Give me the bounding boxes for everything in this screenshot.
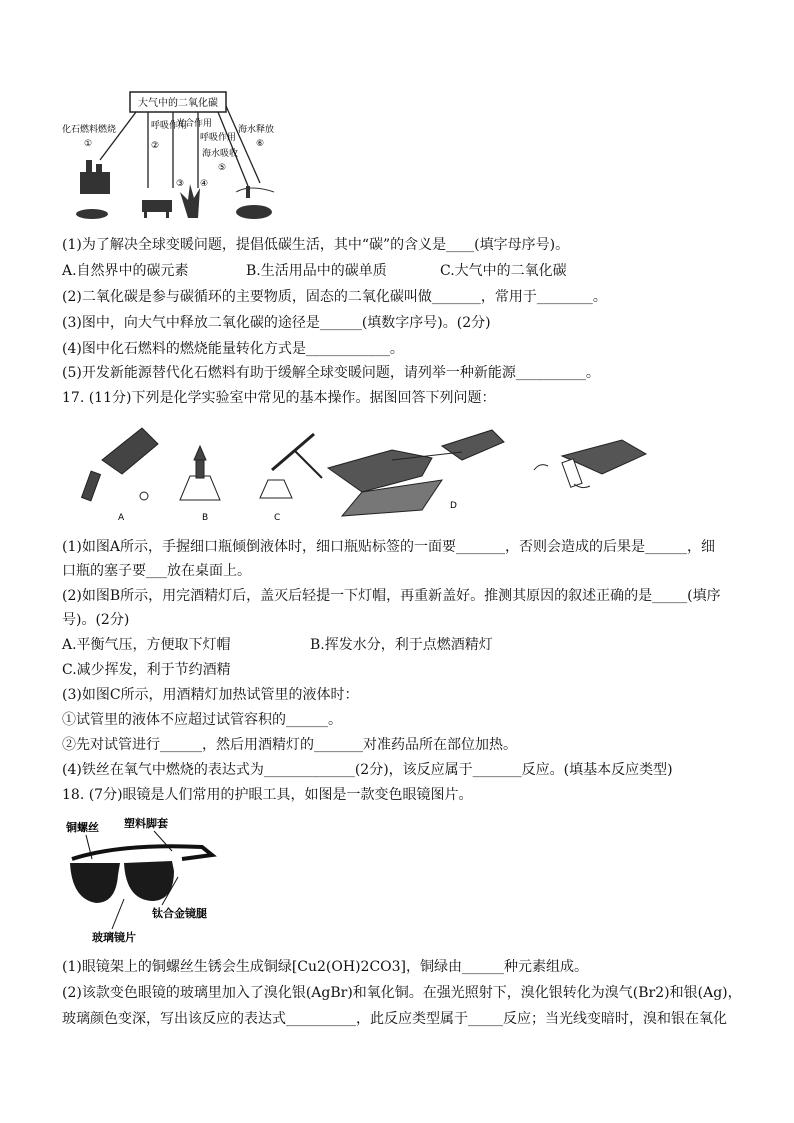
svg-text:④: ④ xyxy=(200,179,209,189)
resp2-label: 呼吸作用 xyxy=(200,133,237,143)
figure-a xyxy=(82,428,158,501)
svg-text:⑤: ⑤ xyxy=(218,163,227,173)
label-b: B xyxy=(202,513,209,523)
copper-screw-label: 铜螺丝 xyxy=(66,821,99,834)
q18-part2b: 玻璃颜色变深，写出该反应的表达式__________，此反应类型属于_____反应；当光线变暗时，溴和银在氧化 xyxy=(62,1011,727,1027)
label-c: C xyxy=(274,513,281,523)
svg-text:①: ① xyxy=(84,139,93,149)
figure-e xyxy=(534,440,646,488)
glasses-figure xyxy=(62,815,222,947)
q16-part5: (5)开发新能源替代化石燃料有助于缓解全球变暖问题，请列举一种新能源__________。 xyxy=(62,365,600,381)
q16-option-a: A.自然界中的碳元素 xyxy=(62,263,189,279)
q16-part2: (2)二氧化碳是参与碳循环的主要物质，固态的二氧化碳叫做_______，常用于________。 xyxy=(62,289,607,305)
carbon-cycle-diagram xyxy=(60,88,290,224)
absorb-label: 海水吸收 xyxy=(202,149,239,159)
figure-d xyxy=(328,430,504,516)
q16-option-c: C.大气中的二氧化碳 xyxy=(440,263,567,279)
release-label: 海水释放 xyxy=(238,125,275,135)
q17-part4: (4)铁丝在氧气中燃烧的表达式为_____________(2分)，该反应属于_______反应。(填基本反应类型) xyxy=(62,762,673,778)
figure-c xyxy=(260,434,322,498)
animal-icon xyxy=(142,200,172,218)
fossil-label: 化石燃料燃烧 xyxy=(62,125,117,135)
ocean-fish-icon xyxy=(236,186,274,219)
alloy-label: 钛合金镜腿 xyxy=(152,907,207,920)
q17-part2: (2)如图B所示，用完酒精灯后，盖灭后轻提一下灯帽，再重新盖好。推测其原因的叙述正确的是_____(填序 xyxy=(62,588,721,604)
q17-option-b: B.挥发水分，利于点燃酒精灯 xyxy=(310,637,493,653)
plant-icon xyxy=(180,184,200,218)
q16-part3: (3)图中，向大气中释放二氧化碳的途径是______(填数字序号)。(2分) xyxy=(62,315,491,331)
q17-part3b: ②先对试管进行______，然后用酒精灯的_______对准药品所在部位加热。 xyxy=(62,737,517,753)
q17-part3a: ①试管里的液体不应超过试管容积的______。 xyxy=(62,712,342,728)
q17-part2b: 号)。(2分) xyxy=(62,612,130,628)
label-d: D xyxy=(450,501,457,511)
q16-option-b: B.生活用品中的碳单质 xyxy=(246,263,387,279)
q17-part1b: 口瓶的塞子要___放在桌面上。 xyxy=(62,563,251,579)
svg-text:⑥: ⑥ xyxy=(256,139,265,149)
top-box-label: 大气中的二氧化碳 xyxy=(138,98,218,109)
q18-title: 18. (7分)眼镜是人们常用的护眼工具，如图是一款变色眼镜图片。 xyxy=(62,787,473,803)
svg-text:②: ② xyxy=(151,141,160,151)
factory-car-icon xyxy=(76,160,110,219)
plastic-label: 塑料脚套 xyxy=(124,817,168,830)
lab-operations-figure xyxy=(62,420,652,526)
label-a: A xyxy=(118,513,125,523)
q16-part1: (1)为了解决全球变暖问题，提倡低碳生活，其中“碳”的含义是____(填字母序号)。 xyxy=(62,237,570,253)
photo-label: 光合作用 xyxy=(176,119,213,129)
q17-part1: (1)如图A所示，手握细口瓶倾倒液体时，细口瓶贴标签的一面要_______，否则会造成的后果是______，细 xyxy=(62,539,715,555)
q17-title: 17. (11分)下列是化学实验室中常见的基本操作。据图回答下列问题： xyxy=(62,390,496,406)
q18-part2: (2)该款变色眼镜的玻璃里加入了溴化银(AgBr)和氧化铜。在强光照射下，溴化银转化为溴气(Br2)和银(Ag)， xyxy=(62,985,742,1001)
resp-label: 呼吸作用 xyxy=(151,121,188,131)
figure-b xyxy=(180,446,220,500)
lens-label: 玻璃镜片 xyxy=(92,931,136,944)
q16-part4: (4)图中化石燃料的燃烧能量转化方式是____________。 xyxy=(62,341,404,357)
q17-part3: (3)如图C所示，用酒精灯加热试管里的液体时： xyxy=(62,687,359,703)
q18-part1: (1)眼镜架上的铜螺丝生锈会生成铜绿[Cu2(OH)2CO3]，铜绿由______种元素组成。 xyxy=(62,959,589,975)
svg-text:③: ③ xyxy=(176,179,185,189)
q17-option-c: C.减少挥发，利于节约酒精 xyxy=(62,662,231,678)
q17-option-a: A.平衡气压，方便取下灯帽 xyxy=(62,637,231,653)
